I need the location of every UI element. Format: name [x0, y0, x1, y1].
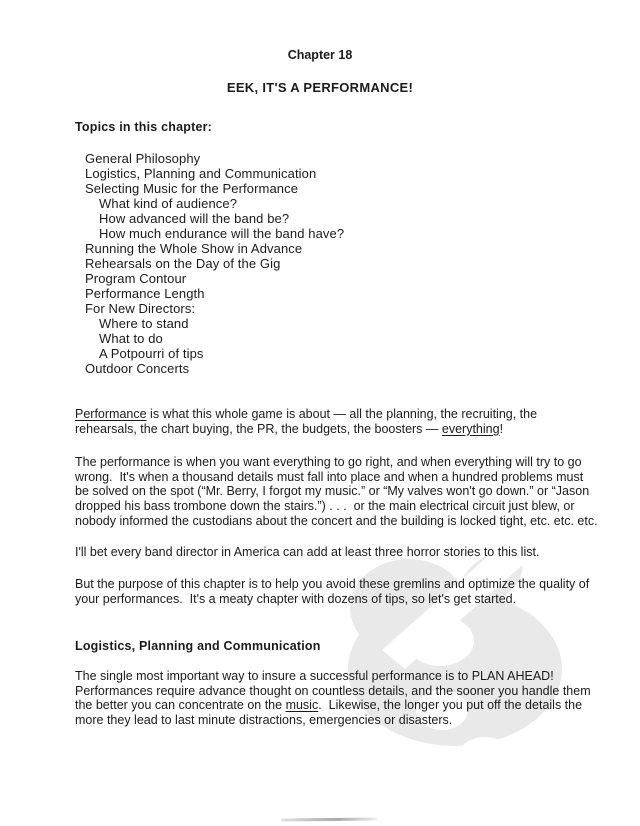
text-line [75, 545, 615, 560]
topic-list-item: Running the Whole Show in Advance [85, 241, 303, 256]
text-segment: ! [499, 421, 504, 436]
text-segment: I'll bet every band director in America can add at least three horror stories to this list. [75, 545, 540, 559]
underlined-text: everything [441, 421, 500, 436]
topic-list-item: What kind of audience? [99, 196, 238, 211]
text-segment: nobody informed the custodians about the concert and the building is locked tight, etc. etc. etc. [75, 513, 598, 528]
text-segment: the better you can concentrate on the [75, 698, 286, 713]
text-segment: your performances. It's a meaty chapter with dozens of tips, so let's get started. [75, 591, 517, 606]
paragraph [75, 545, 615, 560]
topic-list-item: Rehearsals on the Day of the Gig [85, 256, 281, 271]
text-segment: rehearsals, the chart buying, the PR, the budgets, the boosters — [75, 421, 442, 436]
text-segment: be solved on the spot (“Mr. Berry, I forgot my music.” or “My valves won't go down.” or “Jason [75, 484, 590, 499]
text-line [75, 698, 615, 713]
underlined-text: Performance [75, 407, 147, 421]
chapter-label: Chapter 18 [287, 48, 353, 62]
paragraph [75, 577, 615, 606]
text-segment: Performances require advance thought on countless details, and the sooner you handle them [75, 683, 591, 698]
topic-list-item: A Potpourri of tips [99, 346, 204, 361]
text-line [75, 592, 615, 607]
topic-list-item: Program Contour [85, 271, 187, 286]
topics-heading: Topics in this chapter: [75, 120, 213, 134]
text-line [75, 713, 615, 728]
text-line [75, 422, 615, 437]
text-segment: . Likewise, the longer you put off the details the [318, 698, 583, 713]
text-line [75, 407, 615, 422]
topic-list-item: Where to stand [99, 316, 189, 331]
chapter-title: EEK, IT'S A PERFORMANCE! [226, 80, 414, 95]
body-blocks [75, 0, 615, 826]
text-segment: more they lead to last minute distractions, emergencies or disasters. [75, 713, 453, 728]
text-line [75, 684, 615, 699]
topic-list-item: What to do [99, 331, 163, 346]
text-line [75, 470, 615, 485]
topic-list-item: For New Directors: [85, 301, 196, 316]
text-segment: The performance is when you want everything to go right, and when everything will try to go [75, 455, 582, 469]
topic-list-item: How much endurance will the band have? [99, 226, 345, 241]
text-line [75, 514, 615, 529]
topic-list-item: How advanced will the band be? [99, 211, 290, 226]
text-segment: But the purpose of this chapter is to help you avoid these gremlins and optimize the quality of [75, 577, 590, 591]
text-segment: is what this whole game is about — all the planning, the recruiting, the [146, 407, 538, 421]
text-line [75, 455, 615, 470]
underlined-text: music [285, 698, 319, 713]
topic-list-item: General Philosophy [85, 151, 201, 166]
text-line [75, 499, 615, 514]
section-heading: Logistics, Planning and Communication [75, 639, 321, 653]
topic-list-item: Outdoor Concerts [85, 361, 190, 376]
topic-list-item: Selecting Music for the Performance [85, 181, 299, 196]
text-line [75, 669, 615, 684]
text-segment: dropped his bass trombone down the stairs.”) . . . or the main electrical circuit just blew, or [75, 499, 575, 514]
paragraph [75, 669, 615, 728]
topic-list-item: Performance Length [85, 286, 205, 301]
text-line [75, 484, 615, 499]
text-segment: wrong. It's when a thousand details must fall into place and when a hundred problems must [75, 469, 584, 484]
text-segment: The single most important way to insure a successful performance is to PLAN AHEAD! [75, 669, 554, 683]
paragraph [75, 455, 615, 529]
paragraph [75, 407, 615, 436]
text-line [75, 577, 615, 592]
topic-list-item: Logistics, Planning and Communication [85, 166, 317, 181]
